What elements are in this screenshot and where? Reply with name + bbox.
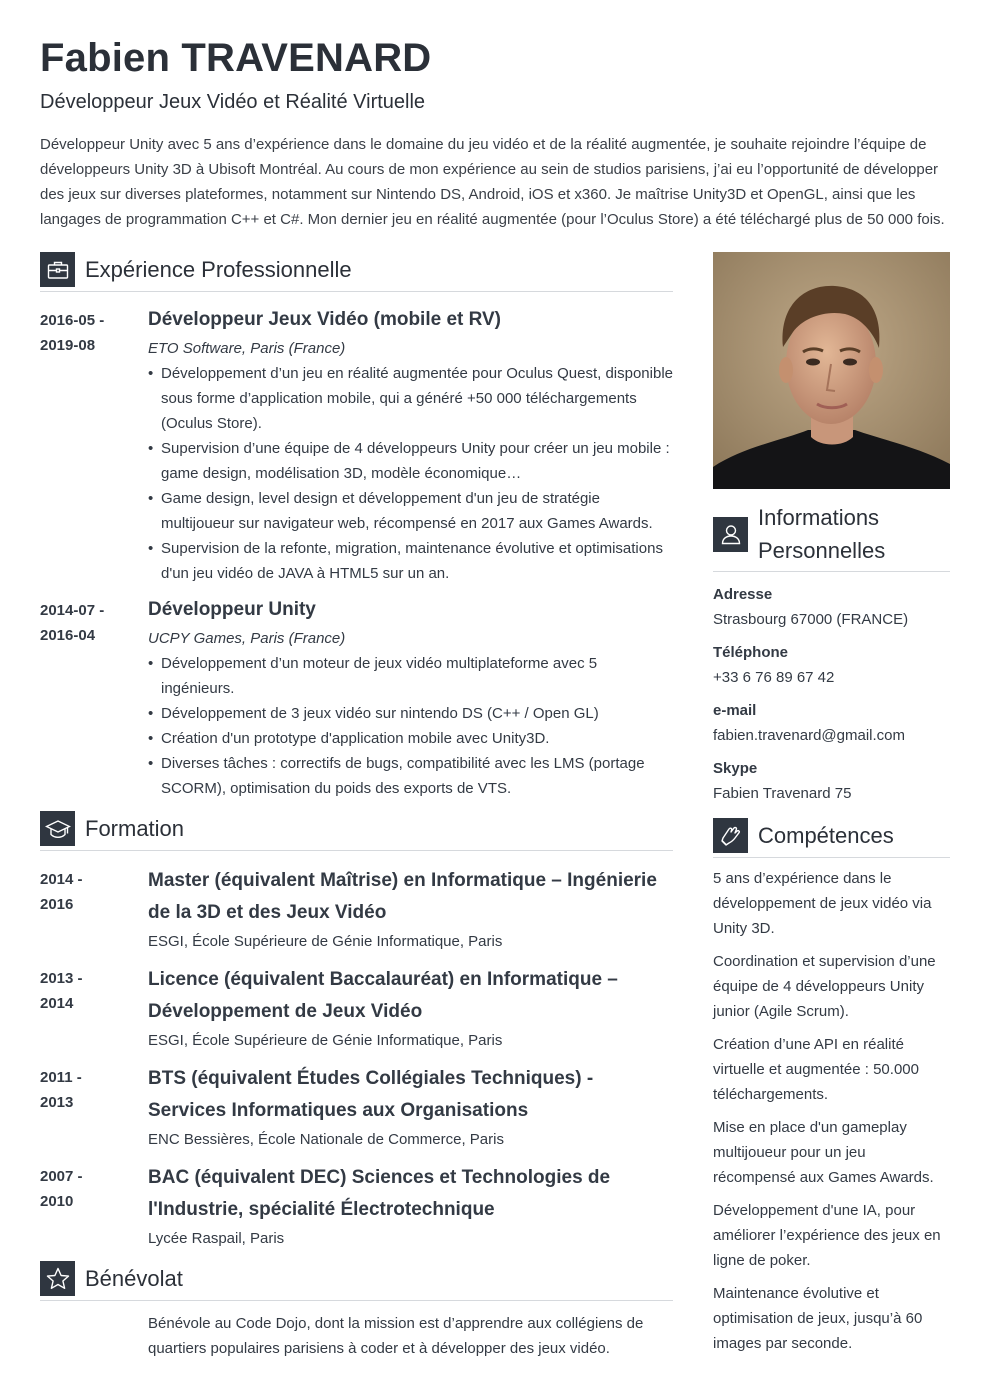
skill-item: Maintenance évolutive et optimisation de jeux, jusqu’à 60 images par seconde. (713, 1285, 923, 1352)
experience-header (40, 252, 673, 292)
job-bullets (148, 651, 673, 801)
profile-summary: Développeur Unity avec 5 ans d’expérience dans le domaine du jeu vidéo et de la réalité augmentée, je souhaite rejoindre l’équipe de développeurs Unity 3D à Ubisoft Montréal. Au cours de mon expérience au sein de studios parisiens, j’ai eu l’opportunité de développer des jeux sur diverses plateformes, notamment sur Nintendo DS, Android, iOS et x360. Je maîtrise Unity3D et OpenGL, ainsi que les langages de programmation C++ et C#. Mon dernier jeu en réalité augmentée (pour l’Oculus Store) a été téléchargé plus de 50 000 fois. (40, 136, 945, 228)
school-name: ESGI, École Supérieure de Génie Informatique, Paris (148, 1032, 503, 1049)
job-title-entry: Développeur Jeux Vidéo (mobile et RV) (148, 309, 502, 330)
job-company: UCPY Games, Paris (France) (148, 630, 346, 647)
address-label: Adresse (713, 586, 773, 603)
education-entry (40, 964, 673, 1053)
skill-item: Mise en place d'un gameplay multijoueur pour un jeu récompensé aux Games Awards. (713, 1119, 934, 1186)
personal-info-section (713, 501, 950, 806)
job-bullet: • Développement d’un jeu en réalité augmentée pour Oculus Quest, disponible sous forme d’application mobile, qui a généré +50 000 téléchargements (Oculus Store). (148, 361, 673, 436)
job-bullet: • Supervision de la refonte, migration, maintenance évolutive et optimisations d'un jeu vidéo de JAVA à HTML5 sur un an. (148, 536, 673, 586)
email-value: fabien.travenard@gmail.com (713, 727, 905, 744)
candidate-name: Fabien TRAVENARD (40, 36, 432, 80)
job-title-entry: Développeur Unity (148, 599, 316, 620)
education-entry (40, 1063, 673, 1152)
volunteering-title: Bénévolat (85, 1265, 183, 1291)
profile-photo (713, 252, 950, 489)
right-column (713, 252, 950, 1356)
skills-title: Compétences (758, 822, 894, 848)
skill-item: 5 ans d’expérience dans le développement de jeux vidéo via Unity 3D. (713, 870, 932, 937)
graduation-cap-icon (40, 811, 75, 846)
phone-value: +33 6 76 89 67 42 (713, 669, 835, 686)
education-title: Formation (85, 815, 185, 841)
job-dates: 2014-07 - 2016-04 (40, 602, 105, 644)
job-bullet: • Supervision d’une équipe de 4 développeurs Unity pour créer un jeu mobile : game design, modélisation 3D, modèle économique… (148, 436, 673, 486)
degree-title: Licence (équivalent Baccalauréat) en Informatique – Développement de Jeux Vidéo (148, 969, 618, 1022)
job-company: ETO Software, Paris (France) (148, 340, 346, 357)
left-column (40, 252, 673, 1361)
degree-title: Master (équivalent Maîtrise) en Informatique – Ingénierie de la 3D et des Jeux Vidéo (148, 870, 657, 923)
education-header (40, 811, 673, 851)
education-entry (40, 1162, 673, 1251)
school-name: ENC Bessières, École Nationale de Commerce, Paris (148, 1131, 504, 1148)
briefcase-icon (40, 252, 75, 287)
address-value: Strasbourg 67000 (FRANCE) (713, 611, 909, 628)
email-label: e-mail (713, 702, 757, 719)
star-icon (40, 1261, 75, 1296)
puzzle-hand-icon (713, 818, 748, 853)
skype-label: Skype (713, 760, 758, 777)
education-entry (40, 865, 673, 954)
skype-value: Fabien Travenard 75 (713, 785, 852, 802)
experience-title: Expérience Professionnelle (85, 256, 352, 282)
skills-header (713, 818, 950, 858)
education-dates: 2007 - 2010 (40, 1168, 83, 1210)
user-icon (713, 517, 748, 552)
job-bullets (148, 361, 673, 586)
skill-item: Coordination et supervision d’une équipe de 4 développeurs Unity junior (Agile Scrum). (713, 953, 936, 1020)
job-bullet: • Développement d’un moteur de jeux vidéo multiplateforme avec 5 ingénieurs. (148, 651, 673, 701)
volunteering-header (40, 1261, 673, 1301)
volunteering-entry (40, 1311, 673, 1361)
experience-section (40, 252, 673, 801)
education-dates: 2013 - 2014 (40, 970, 83, 1012)
personal-info-title: Informations Personnelles (758, 505, 886, 563)
job-bullet: • Création d'un prototype d'application mobile avec Unity3D. (148, 726, 673, 751)
job-entry (40, 306, 673, 586)
skill-item: Création d’une API en réalité virtuelle et augmentée : 50.000 téléchargements. (713, 1036, 919, 1103)
personal-info-header (713, 501, 950, 572)
job-entry (40, 596, 673, 801)
skills-section (713, 818, 950, 1356)
volunteering-text: Bénévole au Code Dojo, dont la mission est d’apprendre aux collégiens de quartiers populaires parisiens à coder et à développer des jeux vidéo. (148, 1315, 644, 1357)
job-title: Développeur Jeux Vidéo et Réalité Virtuelle (40, 91, 426, 113)
volunteering-section (40, 1261, 673, 1361)
job-dates: 2016-05 - 2019-08 (40, 312, 105, 354)
job-bullet: • Diverses tâches : correctifs de bugs, compatibilité avec les LMS (portage SCORM), optimisation du poids des exports de VTS. (148, 751, 673, 801)
education-section (40, 811, 673, 1251)
skill-item: Développement d'une IA, pour améliorer l’expérience des jeux en ligne de poker. (713, 1202, 941, 1269)
school-name: Lycée Raspail, Paris (148, 1230, 285, 1247)
job-bullet: • Développement de 3 jeux vidéo sur nintendo DS (C++ / Open GL) (148, 701, 673, 726)
education-dates: 2011 - 2013 (40, 1069, 82, 1111)
education-dates: 2014 - 2016 (40, 871, 83, 913)
degree-title: BTS (équivalent Études Collégiales Techniques) - Services Informatiques aux Organisations (148, 1068, 594, 1121)
phone-label: Téléphone (713, 644, 789, 661)
degree-title: BAC (équivalent DEC) Sciences et Technologies de l'Industrie, spécialité Électrotechnique (148, 1167, 611, 1220)
job-bullet: • Game design, level design et développement d'un jeu de stratégie multijoueur sur navigateur web, récompensé en 2017 aux Games Awards. (148, 486, 673, 536)
school-name: ESGI, École Supérieure de Génie Informatique, Paris (148, 933, 503, 950)
